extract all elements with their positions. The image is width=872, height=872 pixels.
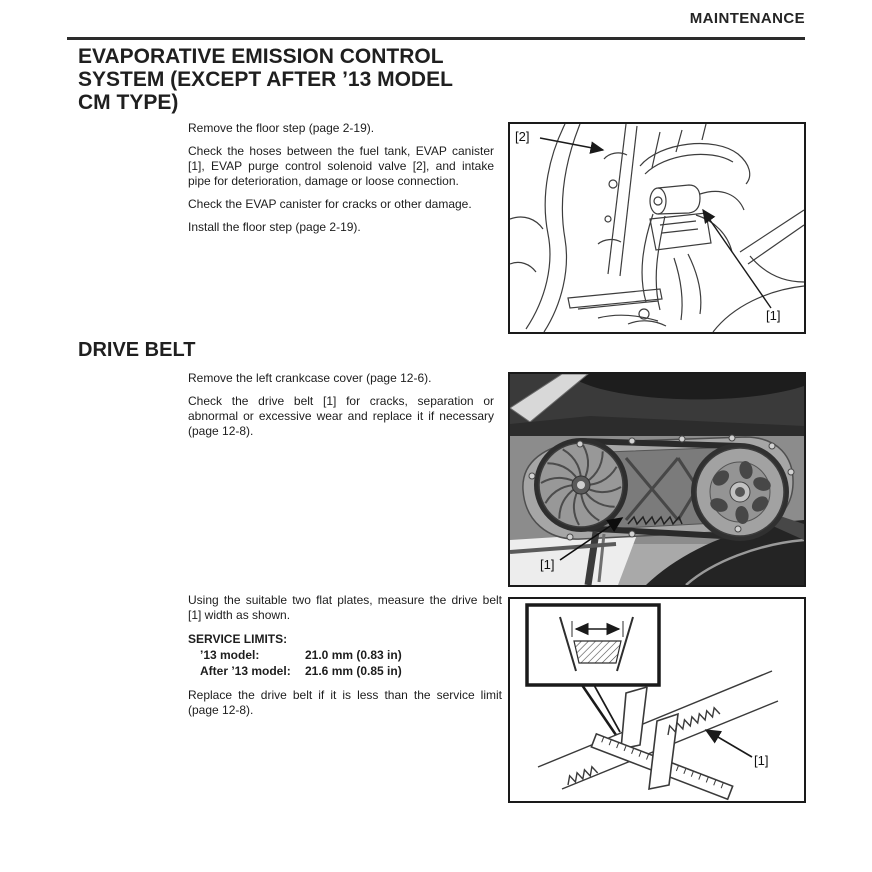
belt-measurement-figure [508,597,806,803]
service-limit-label: After ’13 model: [200,664,291,678]
drive-belt-text-column [188,371,494,447]
section-title-drive-belt: DRIVE BELT [78,339,196,361]
drive-belt-paragraph: Remove the left crankcase cover (page 12-6). [188,371,432,385]
service-limit-label: ’13 model: [200,648,260,662]
drive-belt-paragraph: Check the drive belt [1] for cracks, separation or abnormal or excessive wear and replace it if necessary (page 12-8). [188,394,494,438]
service-limit-row [188,647,502,663]
service-limits-block [188,631,502,679]
service-limit-row [188,663,502,679]
service-limits-heading: SERVICE LIMITS: [188,632,288,646]
measure-paragraph: Using the suitable two flat plates, measure the drive belt [1] width as shown. [188,593,502,622]
evap-text-column [188,121,494,243]
section-title-evap: EVAPORATIVE EMISSION CONTROL SYSTEM (EXCEPT AFTER ’13 MODEL CM TYPE) [78,45,453,114]
service-limit-value: 21.6 mm (0.85 in) [305,664,402,678]
replace-paragraph: Replace the drive belt if it is less than the service limit (page 12-8). [188,688,502,717]
evap-paragraph: Check the EVAP canister for cracks or other damage. [188,197,472,211]
drive-belt-photo-figure [508,372,806,587]
evap-hose-figure [508,122,806,334]
evap-paragraph: Remove the floor step (page 2-19). [188,121,375,135]
evap-paragraph: Check the hoses between the fuel tank, EVAP canister [1], EVAP purge control solenoid valve [2], and intake pipe for deterioration, damage or loose connection. [188,144,494,188]
callout-label-purge-valve: [2] [515,129,530,144]
belt-measurement-drawing [510,599,804,801]
drive-belt-photo [510,374,804,585]
service-limit-value: 21.0 mm (0.83 in) [305,648,402,662]
belt-measure-text-column [188,593,502,726]
header-rule [67,37,805,40]
page-header-maintenance: MAINTENANCE [689,10,805,27]
callout-label-drive-belt: [1] [540,557,555,572]
evap-line-drawing [510,124,804,332]
evap-paragraph: Install the floor step (page 2-19). [188,220,361,234]
callout-label-evap-canister: [1] [766,308,781,323]
callout-label-belt-width: [1] [754,753,769,768]
